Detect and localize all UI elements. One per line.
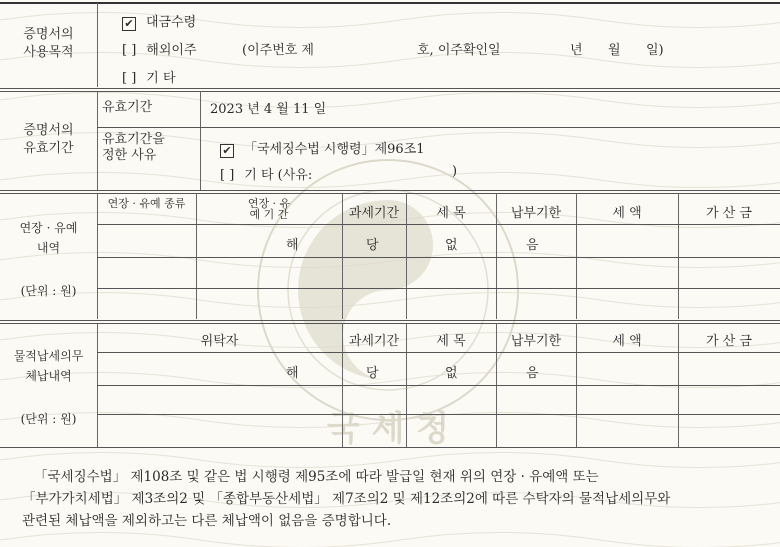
divider [0, 323, 780, 324]
stamp-char: 당 [366, 238, 379, 253]
header-tax-item: 세 목 [436, 206, 466, 221]
divider [97, 257, 780, 258]
emigration-month-label: 월 [608, 43, 621, 58]
extension-unit: (단위 : 원) [20, 284, 77, 298]
header-tax-period: 과세기간 [348, 206, 400, 221]
purpose-label: 증명서의 사용목적 [23, 27, 74, 60]
header-tax-period: 과세기간 [348, 334, 400, 349]
checkbox-checked-icon[interactable]: ✔ [220, 144, 234, 158]
top-border [0, 2, 780, 4]
checkbox-checked-icon[interactable]: ✔ [122, 17, 136, 31]
divider [97, 224, 780, 225]
validity-reason-decree[interactable]: ✔ 「국세징수법 시행령」제96조1 [220, 138, 425, 158]
arrears-label: 물적납세의무 체납내역 [13, 349, 84, 383]
divider [0, 447, 780, 448]
divider [0, 190, 780, 191]
emigration-confirm-label: 호, 이주확인일 [417, 43, 501, 58]
purpose-option-other[interactable]: [ ] 기 타 [122, 71, 176, 86]
divider [97, 414, 780, 415]
divider [97, 193, 98, 319]
checkbox-empty-icon[interactable]: [ ] [122, 71, 137, 86]
national-tax-service-seal [198, 140, 578, 460]
header-penalty: 가 산 금 [706, 334, 752, 349]
divider [97, 288, 780, 289]
validity-period-value: 2023 년 4 월 11 일 [210, 102, 327, 117]
emigration-day-label: 일) [646, 43, 664, 58]
header-tax-amount: 세 액 [612, 206, 642, 221]
emigration-year-label: 년 [570, 43, 583, 58]
header-due-date: 납부기한 [510, 334, 562, 349]
stamp-char: 없 [445, 238, 458, 253]
stamp-char: 해 [286, 366, 299, 381]
validity-label: 증명서의 유효기간 [23, 123, 74, 156]
divider [0, 91, 780, 92]
header-due-date: 납부기한 [510, 206, 562, 221]
validity-reason-other[interactable]: [ ] 기 타 (사유: [220, 168, 313, 183]
stamp-char: 해 [286, 238, 299, 253]
validity-reason-close: ) [452, 164, 458, 179]
header-extension-period: 연장 · 유예 기 간 [247, 197, 291, 221]
divider [200, 91, 201, 190]
checkbox-empty-icon[interactable]: [ ] [220, 168, 235, 183]
stamp-char: 없 [445, 366, 458, 381]
header-trustor: 위탁자 [200, 334, 239, 349]
stamp-char: 음 [526, 238, 539, 253]
stamp-char: 당 [366, 366, 379, 381]
divider [97, 91, 98, 190]
header-tax-item: 세 목 [436, 334, 466, 349]
divider [97, 127, 780, 128]
divider [97, 352, 780, 353]
validity-reason-label: 유효기간을 정한 사유 [102, 132, 165, 163]
purpose-option-emigration[interactable]: [ ] 해외이주 [122, 43, 197, 58]
divider [97, 3, 98, 87]
stamp-char: 음 [526, 366, 539, 381]
arrears-unit: (단위 : 원) [20, 412, 77, 426]
divider [0, 193, 780, 194]
header-penalty: 가 산 금 [706, 206, 752, 221]
header-extension-type: 연장 · 유예 종류 [107, 197, 186, 210]
emigration-number-label: (이주번호 제 [242, 43, 314, 58]
divider [0, 88, 780, 89]
divider [0, 320, 780, 321]
checkbox-empty-icon[interactable]: [ ] [122, 43, 137, 58]
divider [97, 385, 780, 386]
certification-statement: 「국세징수법」 제108조 및 같은 법 시행령 제95조에 따라 발급일 현재 위의 연장 · 유예액 또는 「부가가치세법」 제3조의2 및 「종합부동산세법」 제7조의2 및 제12조의2에 따른 수탁자의 물적납세의무와 관련된 체납액을 제외하고는 다른 체납액이 없음을 증명합니다. [22, 469, 671, 529]
seal-text: 국 세 청 [326, 409, 450, 449]
extension-label: 연장 · 유예 내역 [19, 221, 78, 255]
purpose-option-payment[interactable]: ✔ 대금수령 [122, 11, 196, 31]
header-tax-amount: 세 액 [612, 334, 642, 349]
validity-period-label: 유효기간 [102, 100, 153, 115]
